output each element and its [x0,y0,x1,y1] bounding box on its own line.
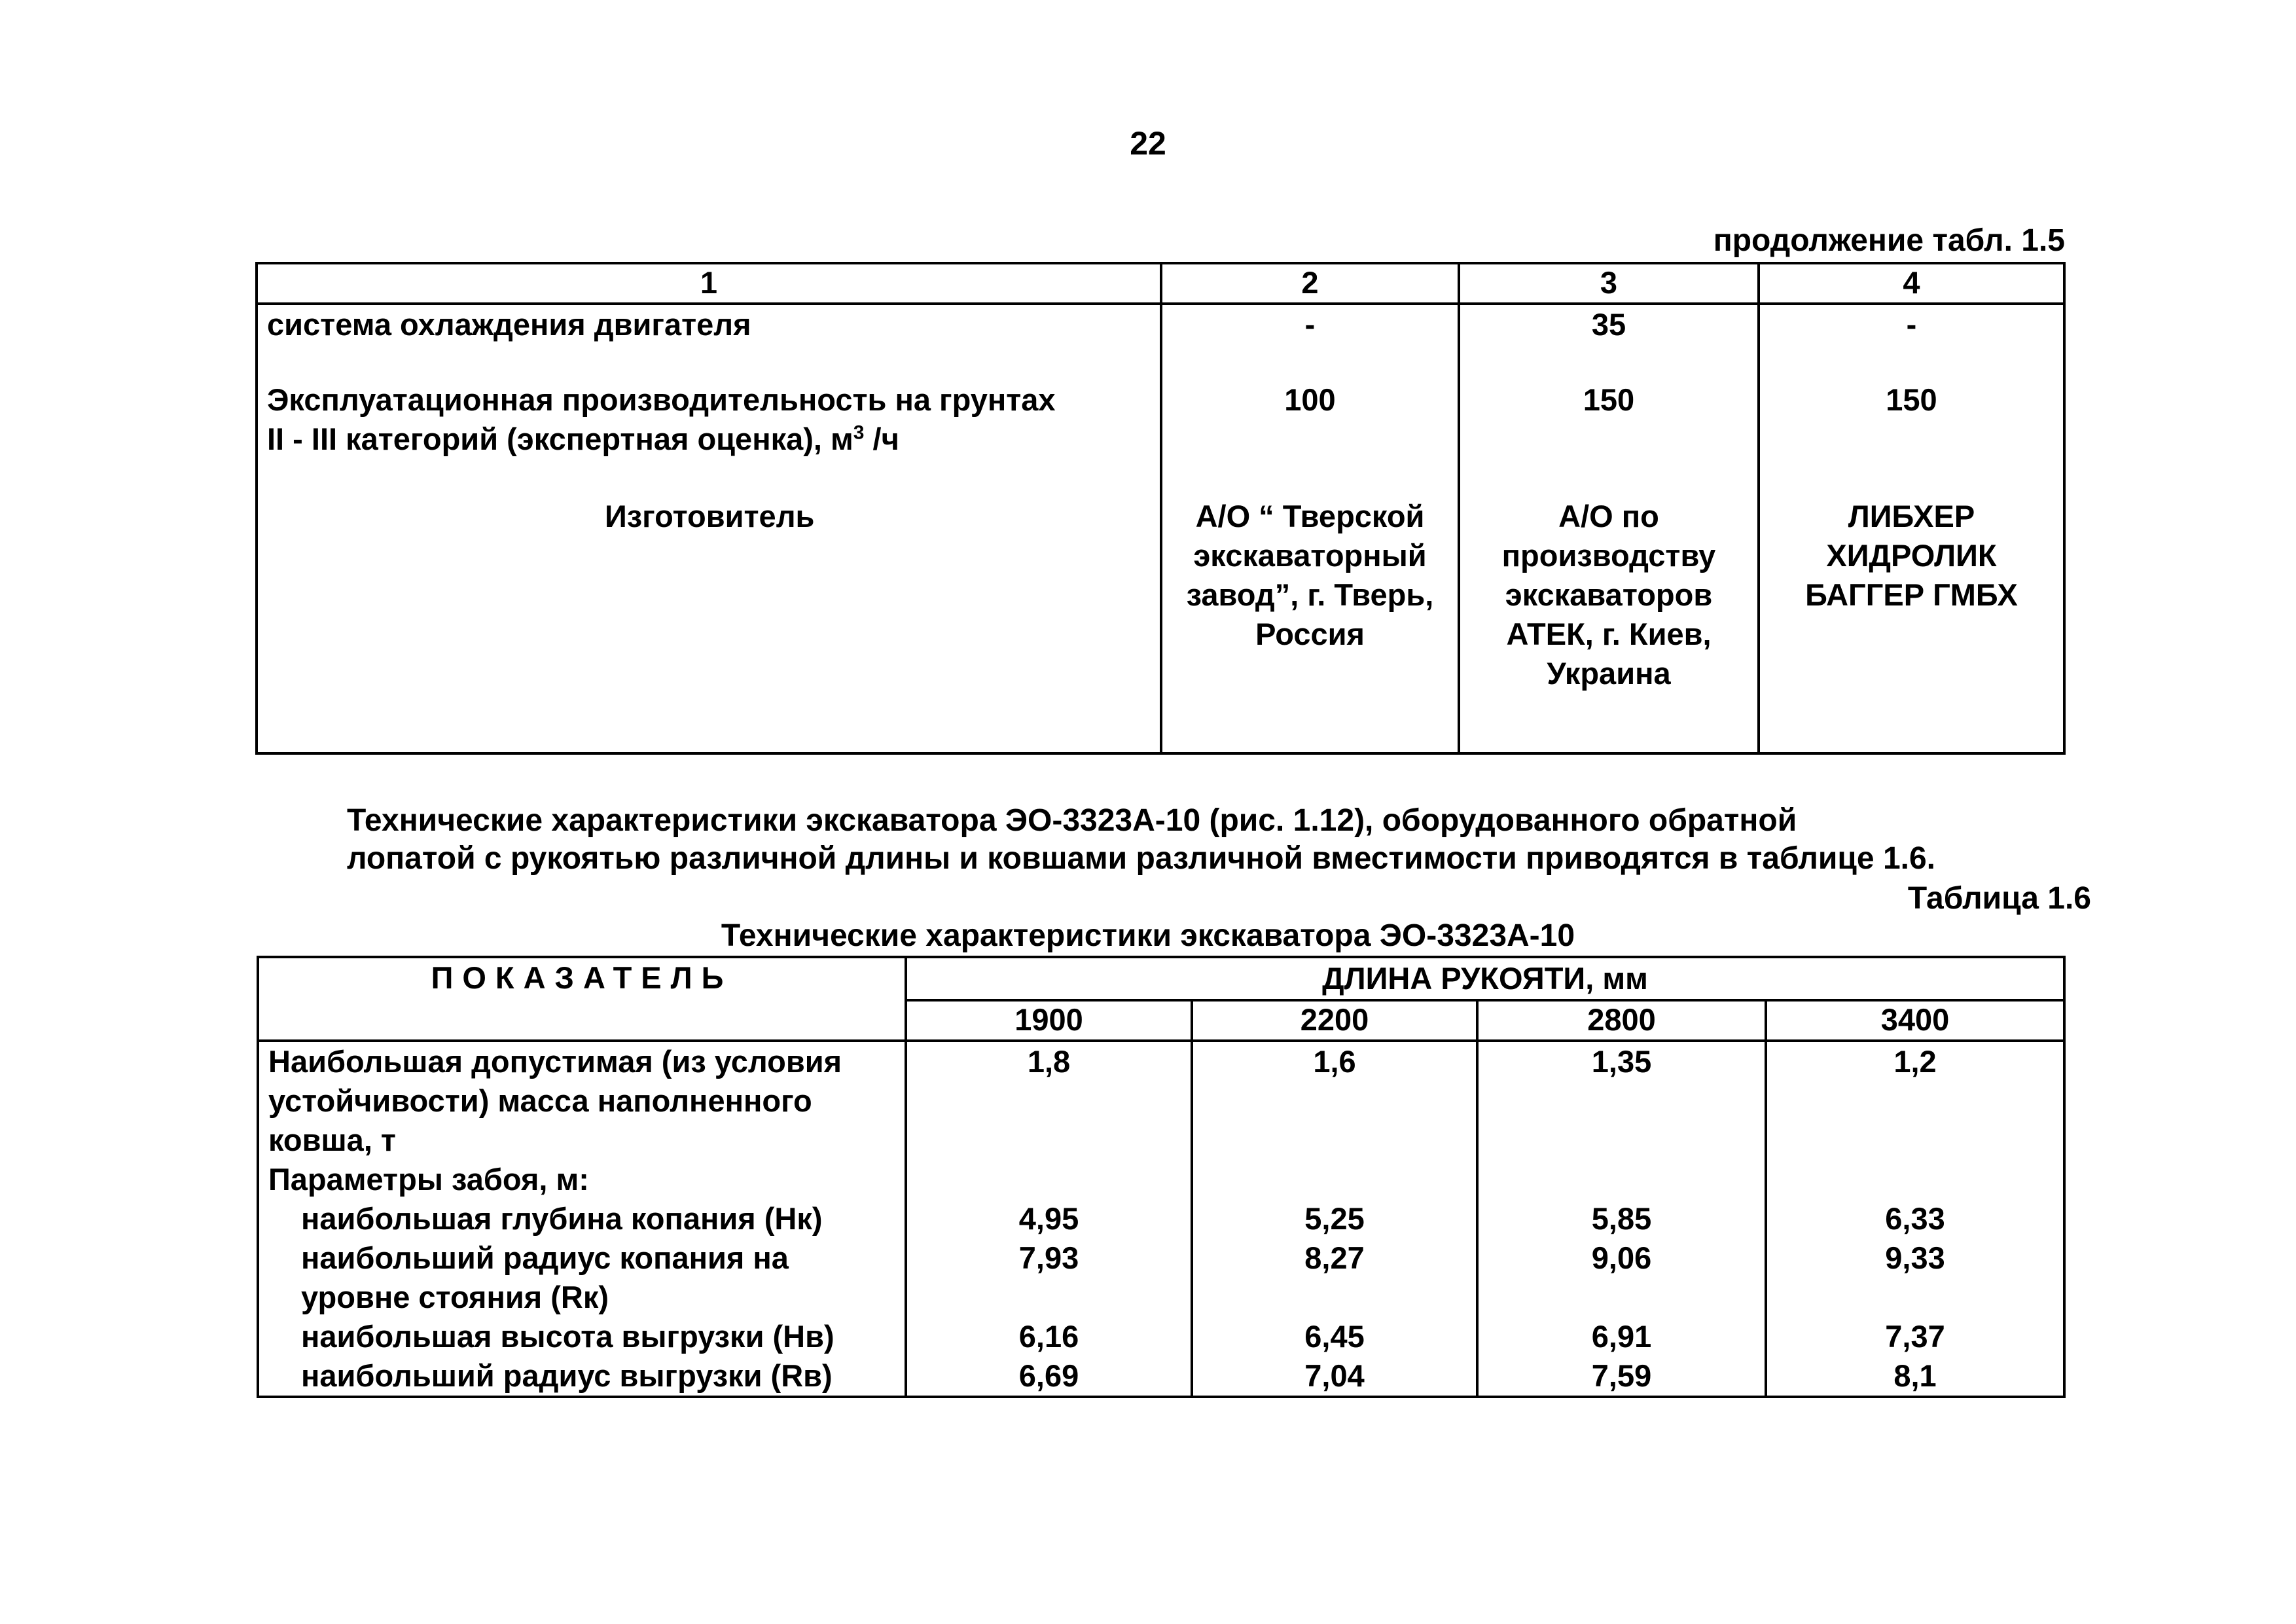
cell-value: 6,69 [1018,1358,1079,1393]
row-label: ковша, т [268,1123,396,1157]
cell-value: экскаваторов [1505,577,1713,612]
cell-value: Россия [1255,617,1365,651]
row-label: уровне стояния (Rк) [301,1280,609,1314]
cell-value: 5,25 [1304,1201,1365,1236]
indicator-header: ПОКАЗАТЕЛЬ [258,957,906,1041]
cell-value: ХИДРОЛИК [1826,538,1997,573]
column-header: 3 [1459,263,1759,304]
cell-value: Украина [1547,656,1671,691]
cell-value: - [1304,307,1316,342]
column-header: 2 [1161,263,1459,304]
row-label: наибольшая глубина копания (Hк) [301,1201,823,1236]
cell-value: 35 [1591,307,1626,342]
table-1-6 [257,956,2066,1398]
cell-value: 8,27 [1304,1240,1365,1275]
column-header: 1 [257,263,1161,304]
cell-value: 1,2 [1893,1044,1937,1079]
row-label: Наибольшая допустимая (из условия [268,1044,842,1079]
column-header: 3400 [1766,1000,2064,1041]
page-number: 22 [1130,125,1166,162]
cell-value: БАГГЕР ГМБХ [1805,577,2018,612]
paragraph-line-2: лопатой с рукоятью различной длины и ковшами различной вместимости приводятся в таблице 1.6. [347,841,1935,876]
cell-value: ЛИБХЕР [1848,499,1975,533]
table-row [257,304,2064,752]
cell-value: 6,33 [1885,1201,1945,1236]
continuation-label: продолжение табл. 1.5 [1713,223,2065,258]
cell-value: А/О по [1558,499,1659,533]
group-header: ДЛИНА РУКОЯТИ, мм [906,957,2064,1000]
cell-value: 4,95 [1018,1201,1079,1236]
column-header: 2800 [1477,1000,1766,1041]
cell-value: 150 [1583,382,1635,417]
table-title: Технические характеристики экскаватора ЭО-3323А-10 [721,918,1575,953]
column-header: 2200 [1192,1000,1477,1041]
column-header: 1900 [906,1000,1192,1041]
cell-value: 6,16 [1018,1319,1079,1354]
cell-value: 7,37 [1885,1319,1945,1354]
cell-value: 9,06 [1591,1240,1652,1275]
cell-value: 7,59 [1591,1358,1652,1393]
row-label: II - III категорий (экспертная оценка), $м^3$ /ч [267,422,899,456]
cell-value: 1,8 [1027,1044,1071,1079]
cell-value: 1,6 [1313,1044,1356,1079]
cell-value: 6,91 [1591,1319,1652,1354]
cell-value: 7,04 [1304,1358,1365,1393]
cell-value: 8,1 [1893,1358,1937,1393]
cell-value: 6,45 [1304,1319,1365,1354]
row-label: наибольший радиус копания на [301,1240,789,1275]
row-label: Параметры забоя, м: [268,1162,589,1197]
cell-value: экскаваторный [1193,538,1427,573]
table-row [258,1041,2064,1397]
cell-value: 7,93 [1018,1240,1079,1275]
row-label: Эксплуатационная производительность на грунтах [267,382,1056,417]
paragraph-line-1: Технические характеристики экскаватора ЭО-3323А-10 (рис. 1.12), оборудованного обратной [347,803,1797,838]
table-caption: Таблица 1.6 [1907,881,2091,916]
cell-value: 1,35 [1591,1044,1652,1079]
row-label: наибольший радиус выгрузки (Rв) [301,1358,833,1393]
column-header: 4 [1759,263,2064,304]
cell-value: 9,33 [1885,1240,1945,1275]
cell-value: 5,85 [1591,1201,1652,1236]
cell-value: АТЕК, г. Киев, [1506,617,1712,651]
row-label: система охлаждения двигателя [267,307,751,342]
table-1-5-continuation [255,262,2066,755]
cell-value: 150 [1886,382,1937,417]
row-label: наибольшая высота выгрузки (Hв) [301,1319,834,1354]
cell-value: завод”, г. Тверь, [1186,577,1434,612]
table-header-row [257,263,2064,304]
table-header-row [258,957,2064,1000]
cell-value: 100 [1284,382,1336,417]
cell-value: производству [1501,538,1716,573]
cell-value: А/О “ Тверской [1195,499,1425,533]
row-label: Изготовитель [605,499,815,533]
cell-value: - [1906,307,1917,342]
row-label: устойчивости) масса наполненного [268,1083,812,1118]
